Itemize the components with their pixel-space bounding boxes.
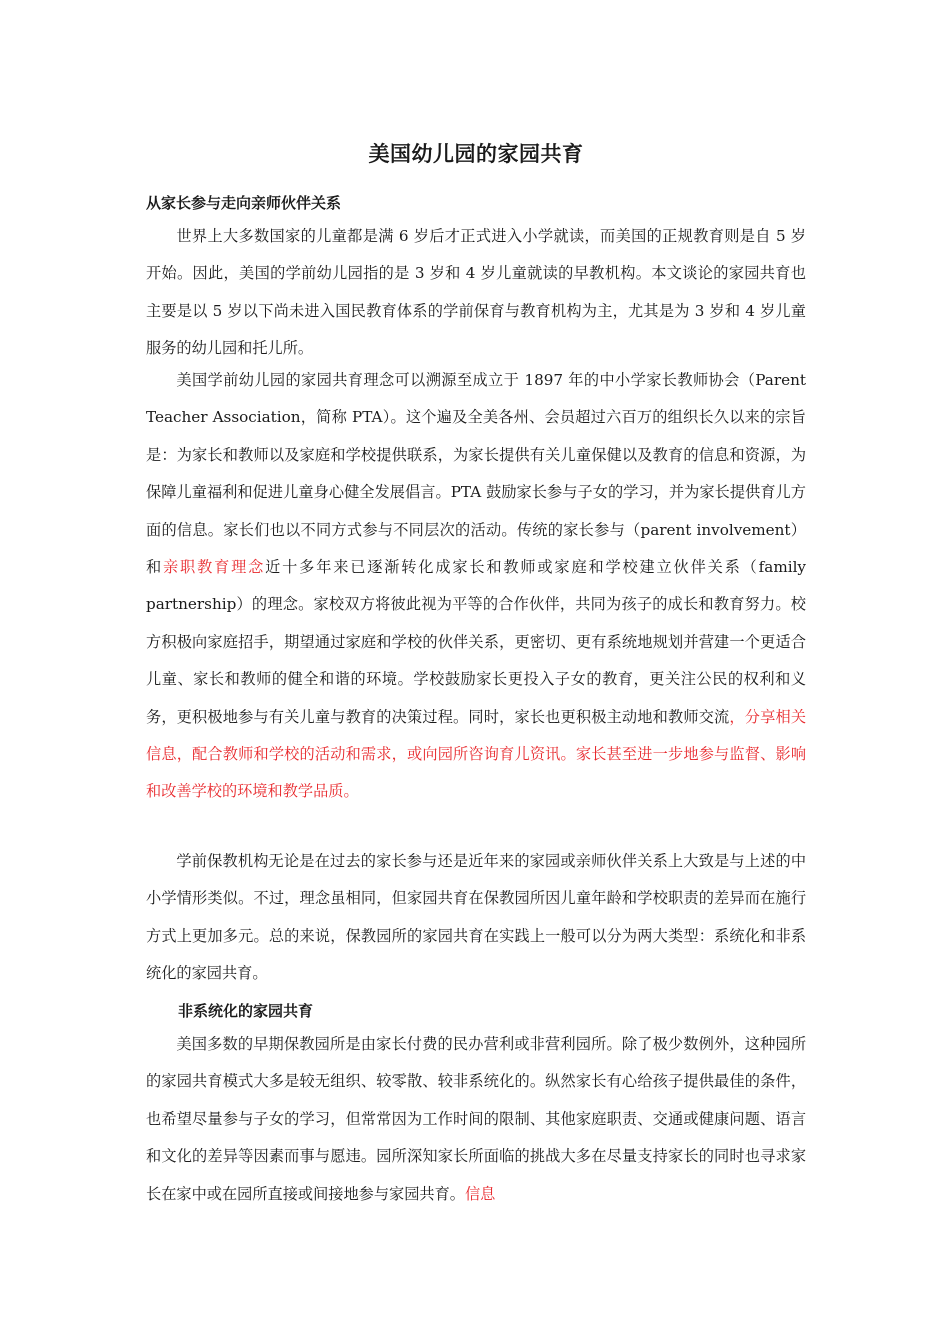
section-heading: 从家长参与走向亲师伙伴关系 [146,194,342,212]
paragraph-4-text: 美国多数的早期保教园所是由家长付费的民办营利或非营利园所。除了极少数例外，这种园所的家园共育模式大多是较无组织、较零散、较非系统化的。纵然家长有心给孩子提供最佳的条件，也希望尽量参与子女的学习，但常常因为工作时间的限制、其他家庭职责、交通或健康问题、语言和文化的差异等因素而事与愿违。园所深知家长所面临的挑战大多在尽量支持家长的同时也寻求家长在家中或在园所直接或间接地参与家园共育。 [146,1035,806,1203]
highlight-red-2: ，分享相关信息，配合教师和学校的活动和需求，或向园所咨询育儿资讯。家长甚至进一步地参与监督、影响和改善学校的环境和教学品质。 [146,707,807,801]
paragraph-2-text-a: 美国学前幼儿园的家园共育理念可以溯源至成立于 1897 年的中小学家长教师协会（Parent Teacher Association，简称 PTA）。这个遍及全美各州、会员超过六百万的组织长久以来的宗旨是：为家长和教师以及家庭和学校提供联系，为家长提供有关儿童保健以及教育的信息和资源，为保障儿童福利和促进儿童身心健全发展倡言。PTA 鼓励家长参与子女的学习，并为家长提供育儿方面的信息。家长们也以不同方式参与不同层次的活动。传统的家长参与（parent involvement）和 [146,371,806,577]
paragraph-4 [146,1026,806,1213]
paragraph-3: 学前保教机构无论是在过去的家长参与还是近年来的家园或亲师伙伴关系上大致是与上述的中小学情形类似。不过，理念虽相同，但家园共育在保教园所因儿童年龄和学校职责的差异而在施行方式上更加多元。总的来说，保教园所的家园共育在实践上一般可以分为两大类型：系统化和非系统化的家园共育。 [146,852,806,983]
paragraph-2-text-b: 近十多年来已逐渐转化成家长和教师或家庭和学校建立伙伴关系（family partnership）的理念。家校双方将彼此视为平等的合作伙伴，共同为孩子的成长和教育努力。校方积极向家庭招手，期望通过家庭和学校的伙伴关系，更密切、更有系统地规划并营建一个更适合儿童、家长和教师的健全和谐的环境。学校鼓励家长更投入子女的教育，更关注公民的权利和义务，更积极地参与有关儿童与教育的决策过程。同时，家长也更积极主动地和教师交流 [146,558,807,726]
highlight-red-1: 亲职教育理念 [163,558,266,577]
document-title: 美国幼儿园的家园共育 [368,141,584,166]
highlight-red-3: 信息 [464,1184,496,1203]
subsection-heading: 非系统化的家园共育 [178,1002,314,1020]
paragraph-1: 世界上大多数国家的儿童都是满 6 岁后才正式进入小学就读，而美国的正规教育则是自 5 岁开始。因此，美国的学前幼儿园指的是 3 岁和 4 岁儿童就读的早教机构。本文谈论的家园共育也主要是以 5 岁以下尚未进入国民教育体系的学前保育与教育机构为主，尤其是为 3 岁和 4 岁儿童服务的幼儿园和托儿所。 [146,227,806,358]
paragraph-2 [146,362,806,811]
